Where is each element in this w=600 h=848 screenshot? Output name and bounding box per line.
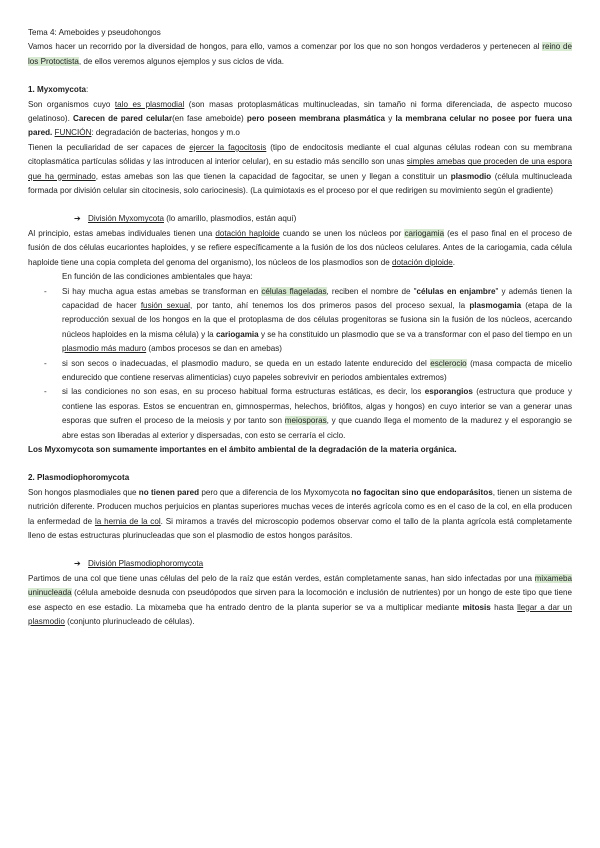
section-1-paragraph-1: Son organismos cuyo talo es plasmodial (son masas protoplasmáticas multinucleadas, sin tamaño ni forma diferenciada, de aspecto mucoso gelatinoso). Carecen de pared celular(en fase ameboide) pero poseen membrana plasmática y la membrana celular no posee por fuera una pared. FUNCIÓN: degradación de bacterias, hongos y m.o [28,99,572,138]
division-myxomycota-line: ➔ División Myxomycota (lo amarillo, plasmodios, están aquí) [28,212,572,226]
document-title: Tema 4: Ameboides y pseudohongos [28,28,161,37]
section-2-paragraph-2: Partimos de una col que tiene unas células del pelo de la raíz que están verdes, están completamente sanas, han sido infectadas por una mixameba uninucleada (célula ameboide desnuda con pseudópodos que sirven para la locomoción e inclusión de nutrientes) por un hongo de este tipo que tiene ese aspecto en ese estadio. La mixameba que ha entrado dentro de la planta superior se va a multiplicar mediante mitosis hasta llegar a dar un plasmodio (conjunto plurinucleado de células). [28,573,572,627]
section-1-paragraph-3: Al principio, estas amebas individuales tienen una dotación haploide cuando se unen los núcleos por cariogamia (es el paso final en el proceso de fusión de dos células eucariontes haploides, y se refiere específicamente a la fusión de los dos núcleos celulares. Antes de la cariogamia, cada célula haploide tiene una copia completa del genoma del organismo), los núcleos de los plasmodios son de dotación diploide. [28,228,572,267]
highlight-term: reino de los Protoctista [28,42,573,66]
list-item: - si las condiciones no son esas, en su proceso habitual forma estructuras estáticas, es decir, los esporangios (estructura que produce y contiene las esporas. Estos se encuentran en, gimnospermas, helechos, briófitos, algas y hongos) en cuyo interior se van a generar unas esporas que sufren el proceso de la meiosis y por tanto son meiosporas, y que cuando llega el momento de la madurez y el esporangio se abre estas son liberadas al exterior y dispersadas, con esto se cerraría el ciclo. [62,385,572,443]
conditions-intro: En función de las condiciones ambientales que haya: [62,272,253,282]
section-2-paragraph-1: Son hongos plasmodiales que no tienen pared pero que a diferencia de los Myxomycota no fagocitan sino que endoparásitos, tienen un sistema de nutrición diferente. Producen muchos perjuicios en plantas superiores muchas veces de interés agrícola como es en el caso de la col, en ella producen la enfermedad de la hernia de la col. Si miramos a través del microscopio podemos observar como el tallo de la planta agrícola está completamente lleno de estas estructuras plurinucleadas que son el plasmodio de estos hongos parásitos. [28,487,572,540]
list-item: - Si hay mucha agua estas amebas se transforman en células flageladas, reciben el nombre de "células en enjambre" y además tienen la capacidad de hacer fusión sexual, por tanto, ahí tenemos los dos primeros pasos del proceso sexual, la plasmogamia (etapa de la reproducción sexual de los hongos en la que el protoplasma de dos células progenitoras se fusiona sin la fusión de los núcleos, acercando núcleos haploides en la misma célula) y la cariogamia y se ha constituido un plasmodio que se va a transformar con el paso del tiempo en un plasmodio más maduro (ambos procesos se dan en amebas) [62,285,572,357]
arrow-right-icon: ➔ [74,214,81,224]
arrow-right-icon: ➔ [74,559,81,569]
intro-paragraph: Vamos hacer un recorrido por la diversidad de hongos, para ello, vamos a comenzar por los que no son hongos verdaderos y pertenecen al reino de los Protoctista, de ellos veremos algunos ejemplos y sus ciclos de vida. [28,42,573,66]
conditions-list [28,285,572,443]
section-1-heading: 1. Myxomycota: [28,85,89,95]
section-1-paragraph-2: Tienen la peculiaridad de ser capaces de ejercer la fagocitosis (tipo de endocitosis mediante el cual algunas células rodean con su membrana citoplasmática partículas sólidas y las introducen al interior celular), en su estadio más sencillo son unas simples amebas que proceden de una espora que ha germinado, estas amebas son las que tienen la capacidad de fagocitar, se unen y llegan a constituir un plasmodio (célula multinucleada formada por división celular sin citocinesis, solo cariocinesis). (La quimiotaxis es el proceso por el que redirigen su movimiento según el gradiente) [28,142,573,196]
list-item: - si son secos o inadecuadas, el plasmodio maduro, se queda en un estado latente endurecido del esclerocio (masa compacta de micelio endurecido que contiene reservas alimenticias) cuyo papeles sobrevivir en periodos ambientales extremos) [62,357,572,386]
section-1-conclusion: Los Myxomycota son sumamente importantes en el ámbito ambiental de la degradación de la materia orgánica. [28,444,457,454]
division-plasmodiophoromycota-line: ➔ División Plasmodiophoromycota [28,557,572,571]
section-2-heading: 2. Plasmodiophoromycota [28,473,130,483]
